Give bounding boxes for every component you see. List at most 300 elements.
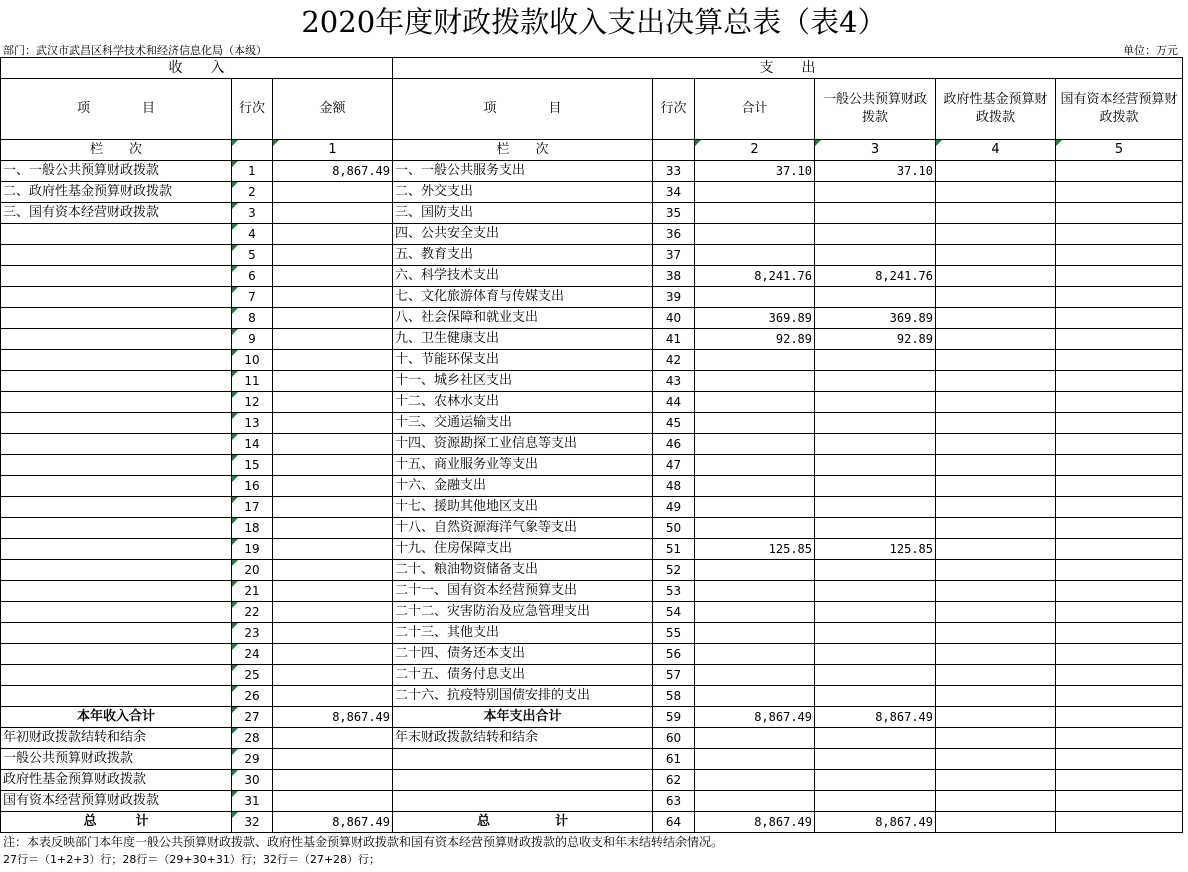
line-number[interactable]: 48 <box>653 476 695 497</box>
line-number[interactable]: 51 <box>653 539 695 560</box>
income-amount[interactable] <box>273 602 393 623</box>
general-budget-header[interactable]: 一般公共预算财政拨款 <box>815 79 936 140</box>
line-number[interactable]: 12 <box>232 392 273 413</box>
income-item[interactable] <box>1 539 232 560</box>
expense-total[interactable] <box>695 245 815 266</box>
expense-total[interactable] <box>695 182 815 203</box>
line-number[interactable]: 49 <box>653 497 695 518</box>
cell[interactable] <box>273 770 393 791</box>
income-lanci-line[interactable] <box>232 140 273 161</box>
income-header[interactable]: 收 入 <box>1 58 393 79</box>
expense-total[interactable] <box>695 413 815 434</box>
line-number[interactable]: 31 <box>232 791 273 812</box>
expense-total[interactable] <box>695 665 815 686</box>
expense-item[interactable]: 十一、城乡社区支出 <box>393 371 653 392</box>
line-number[interactable]: 22 <box>232 602 273 623</box>
expense-item[interactable]: 二十五、债务付息支出 <box>393 665 653 686</box>
expense-gov-fund[interactable] <box>936 581 1056 602</box>
expense-general-budget[interactable] <box>815 602 936 623</box>
line-number[interactable]: 42 <box>653 350 695 371</box>
income-amount[interactable] <box>273 266 393 287</box>
expense-state-capital[interactable] <box>1056 581 1183 602</box>
line-number[interactable]: 53 <box>653 581 695 602</box>
expense-state-capital[interactable] <box>1056 476 1183 497</box>
line-number[interactable]: 46 <box>653 434 695 455</box>
expense-item[interactable]: 二十三、其他支出 <box>393 623 653 644</box>
cell[interactable] <box>695 791 815 812</box>
line-number[interactable]: 54 <box>653 602 695 623</box>
line-number[interactable]: 3 <box>232 203 273 224</box>
line-number[interactable]: 50 <box>653 518 695 539</box>
income-amount[interactable] <box>273 350 393 371</box>
expense-general-budget[interactable]: 369.89 <box>815 308 936 329</box>
begin-gov-fund-label[interactable]: 政府性基金预算财政拨款 <box>1 770 232 791</box>
line-number[interactable]: 36 <box>653 224 695 245</box>
expense-total-label[interactable]: 本年支出合计 <box>393 707 653 728</box>
col-number-1[interactable]: 1 <box>273 140 393 161</box>
expense-gov-fund[interactable] <box>936 623 1056 644</box>
expense-total[interactable] <box>695 560 815 581</box>
line-number[interactable]: 26 <box>232 686 273 707</box>
expense-item[interactable]: 二十六、抗疫特别国债安排的支出 <box>393 686 653 707</box>
expense-gov-fund[interactable] <box>936 476 1056 497</box>
expense-state-capital[interactable] <box>1056 455 1183 476</box>
expense-general-budget[interactable]: 92.89 <box>815 329 936 350</box>
line-number[interactable]: 40 <box>653 308 695 329</box>
income-amount[interactable] <box>273 287 393 308</box>
expense-gov-fund[interactable] <box>936 329 1056 350</box>
expense-state-capital[interactable] <box>1056 329 1183 350</box>
income-amount[interactable] <box>273 539 393 560</box>
expense-state-capital[interactable] <box>1056 518 1183 539</box>
line-number[interactable]: 33 <box>653 161 695 182</box>
expense-total[interactable]: 92.89 <box>695 329 815 350</box>
expense-general-budget[interactable] <box>815 371 936 392</box>
line-number[interactable]: 55 <box>653 623 695 644</box>
cell[interactable] <box>936 770 1056 791</box>
expense-item[interactable]: 四、公共安全支出 <box>393 224 653 245</box>
col-number-5[interactable]: 5 <box>1056 140 1183 161</box>
expense-general-budget[interactable] <box>815 686 936 707</box>
expense-item[interactable]: 七、文化旅游体育与传媒支出 <box>393 287 653 308</box>
expense-gov-fund[interactable] <box>936 560 1056 581</box>
income-amount[interactable] <box>273 560 393 581</box>
cell[interactable] <box>273 791 393 812</box>
expense-state-capital[interactable] <box>1056 182 1183 203</box>
cell[interactable] <box>393 791 653 812</box>
expense-item[interactable]: 十八、自然资源海洋气象等支出 <box>393 518 653 539</box>
expense-general-budget[interactable] <box>815 665 936 686</box>
income-item[interactable] <box>1 245 232 266</box>
expense-total[interactable] <box>695 497 815 518</box>
line-number[interactable]: 35 <box>653 203 695 224</box>
line-number[interactable]: 34 <box>653 182 695 203</box>
expense-general-budget[interactable] <box>815 644 936 665</box>
line-number[interactable]: 56 <box>653 644 695 665</box>
expense-lanci-line[interactable] <box>653 140 695 161</box>
income-amount[interactable] <box>273 455 393 476</box>
income-item[interactable] <box>1 224 232 245</box>
line-number[interactable]: 29 <box>232 749 273 770</box>
grand-expense-total[interactable]: 8,867.49 <box>695 812 815 833</box>
expense-gov-fund[interactable] <box>936 497 1056 518</box>
expense-total[interactable]: 369.89 <box>695 308 815 329</box>
expense-gov-fund[interactable] <box>936 203 1056 224</box>
cell[interactable] <box>695 728 815 749</box>
expense-item-header[interactable]: 项 目 <box>393 79 653 140</box>
expense-state-capital[interactable] <box>1056 161 1183 182</box>
cell[interactable] <box>273 749 393 770</box>
cell[interactable] <box>815 728 936 749</box>
income-amount[interactable] <box>273 665 393 686</box>
expense-state-capital[interactable] <box>1056 224 1183 245</box>
col-number-2[interactable]: 2 <box>695 140 815 161</box>
line-number[interactable]: 24 <box>232 644 273 665</box>
line-number[interactable]: 59 <box>653 707 695 728</box>
expense-item[interactable]: 十五、商业服务业等支出 <box>393 455 653 476</box>
income-item[interactable] <box>1 392 232 413</box>
expense-general-budget[interactable] <box>815 434 936 455</box>
expense-gov-fund[interactable] <box>936 350 1056 371</box>
expense-gov-fund[interactable] <box>936 518 1056 539</box>
grand-income-amount[interactable]: 8,867.49 <box>273 812 393 833</box>
gov-fund-header[interactable]: 政府性基金预算财政拨款 <box>936 79 1056 140</box>
expense-state-capital[interactable] <box>1056 350 1183 371</box>
line-number[interactable]: 25 <box>232 665 273 686</box>
expense-item[interactable]: 二十四、债务还本支出 <box>393 644 653 665</box>
expense-general-budget[interactable] <box>815 497 936 518</box>
grand-expense-label[interactable]: 总 计 <box>393 812 653 833</box>
line-number[interactable]: 9 <box>232 329 273 350</box>
line-number[interactable]: 30 <box>232 770 273 791</box>
line-number[interactable]: 8 <box>232 308 273 329</box>
income-amount[interactable] <box>273 392 393 413</box>
line-number[interactable]: 38 <box>653 266 695 287</box>
expense-general-budget[interactable] <box>815 581 936 602</box>
cell[interactable] <box>1056 707 1183 728</box>
income-amount[interactable] <box>273 434 393 455</box>
cell[interactable] <box>936 812 1056 833</box>
expense-general-budget[interactable] <box>815 224 936 245</box>
expense-state-capital[interactable] <box>1056 539 1183 560</box>
col-number-3[interactable]: 3 <box>815 140 936 161</box>
line-number[interactable]: 2 <box>232 182 273 203</box>
line-number[interactable]: 37 <box>653 245 695 266</box>
income-item[interactable] <box>1 413 232 434</box>
income-item[interactable] <box>1 665 232 686</box>
expense-total-general[interactable]: 8,867.49 <box>815 707 936 728</box>
cell[interactable] <box>1056 770 1183 791</box>
expense-general-budget[interactable] <box>815 182 936 203</box>
expense-total[interactable] <box>695 476 815 497</box>
line-number[interactable]: 57 <box>653 665 695 686</box>
expense-item[interactable]: 八、社会保障和就业支出 <box>393 308 653 329</box>
line-number[interactable]: 10 <box>232 350 273 371</box>
expense-total[interactable] <box>695 224 815 245</box>
cell[interactable] <box>393 770 653 791</box>
expense-gov-fund[interactable] <box>936 413 1056 434</box>
expense-gov-fund[interactable] <box>936 644 1056 665</box>
expense-general-budget[interactable] <box>815 287 936 308</box>
expense-gov-fund[interactable] <box>936 392 1056 413</box>
line-number[interactable]: 20 <box>232 560 273 581</box>
expense-state-capital[interactable] <box>1056 392 1183 413</box>
line-number[interactable]: 44 <box>653 392 695 413</box>
expense-state-capital[interactable] <box>1056 602 1183 623</box>
expense-item[interactable]: 十七、援助其他地区支出 <box>393 497 653 518</box>
expense-state-capital[interactable] <box>1056 623 1183 644</box>
line-number[interactable]: 28 <box>232 728 273 749</box>
line-number[interactable]: 47 <box>653 455 695 476</box>
expense-total[interactable] <box>695 581 815 602</box>
expense-item[interactable]: 十九、住房保障支出 <box>393 539 653 560</box>
cell[interactable] <box>695 749 815 770</box>
expense-line-header[interactable]: 行次 <box>653 79 695 140</box>
line-number[interactable]: 21 <box>232 581 273 602</box>
line-number[interactable]: 13 <box>232 413 273 434</box>
income-item[interactable] <box>1 266 232 287</box>
expense-item[interactable]: 十四、资源勘探工业信息等支出 <box>393 434 653 455</box>
line-number[interactable]: 1 <box>232 161 273 182</box>
expense-state-capital[interactable] <box>1056 371 1183 392</box>
income-amount[interactable] <box>273 476 393 497</box>
expense-state-capital[interactable] <box>1056 413 1183 434</box>
line-number[interactable]: 52 <box>653 560 695 581</box>
cell[interactable] <box>393 749 653 770</box>
line-number[interactable]: 43 <box>653 371 695 392</box>
expense-state-capital[interactable] <box>1056 287 1183 308</box>
expense-state-capital[interactable] <box>1056 497 1183 518</box>
income-amount[interactable] <box>273 413 393 434</box>
cell[interactable] <box>815 749 936 770</box>
cell[interactable] <box>695 770 815 791</box>
begin-balance-label[interactable]: 年初财政拨款结转和结余 <box>1 728 232 749</box>
expense-total[interactable] <box>695 350 815 371</box>
line-number[interactable]: 45 <box>653 413 695 434</box>
expense-item[interactable]: 三、国防支出 <box>393 203 653 224</box>
income-lanci-label[interactable]: 栏 次 <box>1 140 232 161</box>
expense-gov-fund[interactable] <box>936 371 1056 392</box>
cell[interactable] <box>273 728 393 749</box>
expense-general-budget[interactable] <box>815 623 936 644</box>
expense-state-capital[interactable] <box>1056 686 1183 707</box>
income-total-amount[interactable]: 8,867.49 <box>273 707 393 728</box>
income-item[interactable]: 二、政府性基金预算财政拨款 <box>1 182 232 203</box>
expense-total[interactable] <box>695 287 815 308</box>
income-amount[interactable] <box>273 371 393 392</box>
income-item[interactable] <box>1 287 232 308</box>
income-item[interactable] <box>1 455 232 476</box>
income-item[interactable] <box>1 371 232 392</box>
income-item[interactable] <box>1 350 232 371</box>
expense-item[interactable]: 十六、金融支出 <box>393 476 653 497</box>
expense-gov-fund[interactable] <box>936 245 1056 266</box>
cell[interactable] <box>1056 791 1183 812</box>
income-item[interactable] <box>1 329 232 350</box>
line-number[interactable]: 41 <box>653 329 695 350</box>
expense-item[interactable]: 二十一、国有资本经营预算支出 <box>393 581 653 602</box>
income-amount[interactable] <box>273 329 393 350</box>
income-amount[interactable] <box>273 224 393 245</box>
line-number[interactable]: 16 <box>232 476 273 497</box>
expense-total[interactable] <box>695 371 815 392</box>
line-number[interactable]: 39 <box>653 287 695 308</box>
expense-state-capital[interactable] <box>1056 203 1183 224</box>
state-capital-header[interactable]: 国有资本经营预算财政拨款 <box>1056 79 1183 140</box>
expense-total[interactable] <box>695 623 815 644</box>
income-item[interactable] <box>1 581 232 602</box>
expense-gov-fund[interactable] <box>936 665 1056 686</box>
expense-general-budget[interactable] <box>815 413 936 434</box>
expense-state-capital[interactable] <box>1056 245 1183 266</box>
line-number[interactable]: 18 <box>232 518 273 539</box>
expense-total[interactable] <box>695 644 815 665</box>
expense-lanci-label[interactable]: 栏 次 <box>393 140 653 161</box>
income-amount[interactable] <box>273 518 393 539</box>
cell[interactable] <box>936 749 1056 770</box>
expense-header[interactable]: 支 出 <box>393 58 1183 79</box>
income-item-header[interactable]: 项 目 <box>1 79 232 140</box>
expense-item[interactable]: 十三、交通运输支出 <box>393 413 653 434</box>
grand-income-label[interactable]: 总 计 <box>1 812 232 833</box>
cell[interactable] <box>936 728 1056 749</box>
income-item[interactable] <box>1 497 232 518</box>
expense-total[interactable] <box>695 455 815 476</box>
income-amount[interactable] <box>273 245 393 266</box>
expense-total[interactable]: 125.85 <box>695 539 815 560</box>
cell[interactable] <box>1056 749 1183 770</box>
expense-total[interactable] <box>695 602 815 623</box>
expense-general-budget[interactable] <box>815 203 936 224</box>
income-amount[interactable] <box>273 581 393 602</box>
line-number[interactable]: 6 <box>232 266 273 287</box>
income-item[interactable] <box>1 560 232 581</box>
expense-gov-fund[interactable] <box>936 455 1056 476</box>
expense-item[interactable]: 二十二、灾害防治及应急管理支出 <box>393 602 653 623</box>
line-number[interactable]: 11 <box>232 371 273 392</box>
income-item[interactable] <box>1 623 232 644</box>
expense-gov-fund[interactable] <box>936 686 1056 707</box>
income-item[interactable] <box>1 518 232 539</box>
cell[interactable] <box>1056 728 1183 749</box>
end-balance-label[interactable]: 年末财政拨款结转和结余 <box>393 728 653 749</box>
total-header[interactable]: 合计 <box>695 79 815 140</box>
expense-general-budget[interactable]: 37.10 <box>815 161 936 182</box>
expense-state-capital[interactable] <box>1056 308 1183 329</box>
expense-general-budget[interactable] <box>815 518 936 539</box>
line-number[interactable]: 32 <box>232 812 273 833</box>
expense-gov-fund[interactable] <box>936 161 1056 182</box>
income-amount[interactable] <box>273 644 393 665</box>
grand-expense-general[interactable]: 8,867.49 <box>815 812 936 833</box>
expense-general-budget[interactable] <box>815 476 936 497</box>
line-number[interactable]: 23 <box>232 623 273 644</box>
income-amount[interactable] <box>273 686 393 707</box>
expense-state-capital[interactable] <box>1056 644 1183 665</box>
income-item[interactable] <box>1 644 232 665</box>
income-amount-header[interactable]: 金额 <box>273 79 393 140</box>
expense-item[interactable]: 二十、粮油物资储备支出 <box>393 560 653 581</box>
expense-total[interactable]: 8,241.76 <box>695 266 815 287</box>
expense-total[interactable] <box>695 203 815 224</box>
expense-general-budget[interactable]: 125.85 <box>815 539 936 560</box>
income-line-header[interactable]: 行次 <box>232 79 273 140</box>
income-item[interactable] <box>1 308 232 329</box>
expense-item[interactable]: 九、卫生健康支出 <box>393 329 653 350</box>
line-number[interactable]: 63 <box>653 791 695 812</box>
cell[interactable] <box>815 791 936 812</box>
income-item[interactable] <box>1 686 232 707</box>
income-item[interactable]: 一、一般公共预算财政拨款 <box>1 161 232 182</box>
expense-state-capital[interactable] <box>1056 560 1183 581</box>
income-item[interactable] <box>1 476 232 497</box>
expense-general-budget[interactable] <box>815 560 936 581</box>
cell[interactable] <box>1056 812 1183 833</box>
cell[interactable] <box>936 707 1056 728</box>
expense-gov-fund[interactable] <box>936 308 1056 329</box>
expense-item[interactable]: 十、节能环保支出 <box>393 350 653 371</box>
expense-item[interactable]: 十二、农林水支出 <box>393 392 653 413</box>
income-item[interactable] <box>1 434 232 455</box>
expense-total[interactable]: 37.10 <box>695 161 815 182</box>
expense-gov-fund[interactable] <box>936 182 1056 203</box>
expense-general-budget[interactable] <box>815 392 936 413</box>
expense-total[interactable] <box>695 686 815 707</box>
expense-general-budget[interactable] <box>815 455 936 476</box>
line-number[interactable]: 60 <box>653 728 695 749</box>
line-number[interactable]: 5 <box>232 245 273 266</box>
expense-gov-fund[interactable] <box>936 434 1056 455</box>
line-number[interactable]: 15 <box>232 455 273 476</box>
line-number[interactable]: 17 <box>232 497 273 518</box>
expense-total[interactable] <box>695 392 815 413</box>
line-number[interactable]: 14 <box>232 434 273 455</box>
line-number[interactable]: 61 <box>653 749 695 770</box>
begin-general-label[interactable]: 一般公共预算财政拨款 <box>1 749 232 770</box>
expense-general-budget[interactable] <box>815 245 936 266</box>
expense-state-capital[interactable] <box>1056 665 1183 686</box>
cell[interactable] <box>936 791 1056 812</box>
begin-state-capital-label[interactable]: 国有资本经营预算财政拨款 <box>1 791 232 812</box>
income-amount[interactable] <box>273 497 393 518</box>
expense-gov-fund[interactable] <box>936 539 1056 560</box>
expense-item[interactable]: 六、科学技术支出 <box>393 266 653 287</box>
line-number[interactable]: 58 <box>653 686 695 707</box>
expense-gov-fund[interactable] <box>936 602 1056 623</box>
expense-item[interactable]: 一、一般公共服务支出 <box>393 161 653 182</box>
line-number[interactable]: 62 <box>653 770 695 791</box>
income-amount[interactable] <box>273 203 393 224</box>
expense-state-capital[interactable] <box>1056 266 1183 287</box>
income-amount[interactable]: 8,867.49 <box>273 161 393 182</box>
income-item[interactable]: 三、国有资本经营财政拨款 <box>1 203 232 224</box>
expense-total-amount[interactable]: 8,867.49 <box>695 707 815 728</box>
expense-gov-fund[interactable] <box>936 224 1056 245</box>
line-number[interactable]: 19 <box>232 539 273 560</box>
col-number-4[interactable]: 4 <box>936 140 1056 161</box>
expense-gov-fund[interactable] <box>936 287 1056 308</box>
expense-total[interactable] <box>695 434 815 455</box>
expense-total[interactable] <box>695 518 815 539</box>
expense-item[interactable]: 二、外交支出 <box>393 182 653 203</box>
line-number[interactable]: 64 <box>653 812 695 833</box>
income-amount[interactable] <box>273 623 393 644</box>
income-amount[interactable] <box>273 182 393 203</box>
income-amount[interactable] <box>273 308 393 329</box>
cell[interactable] <box>815 770 936 791</box>
income-item[interactable] <box>1 602 232 623</box>
expense-general-budget[interactable]: 8,241.76 <box>815 266 936 287</box>
